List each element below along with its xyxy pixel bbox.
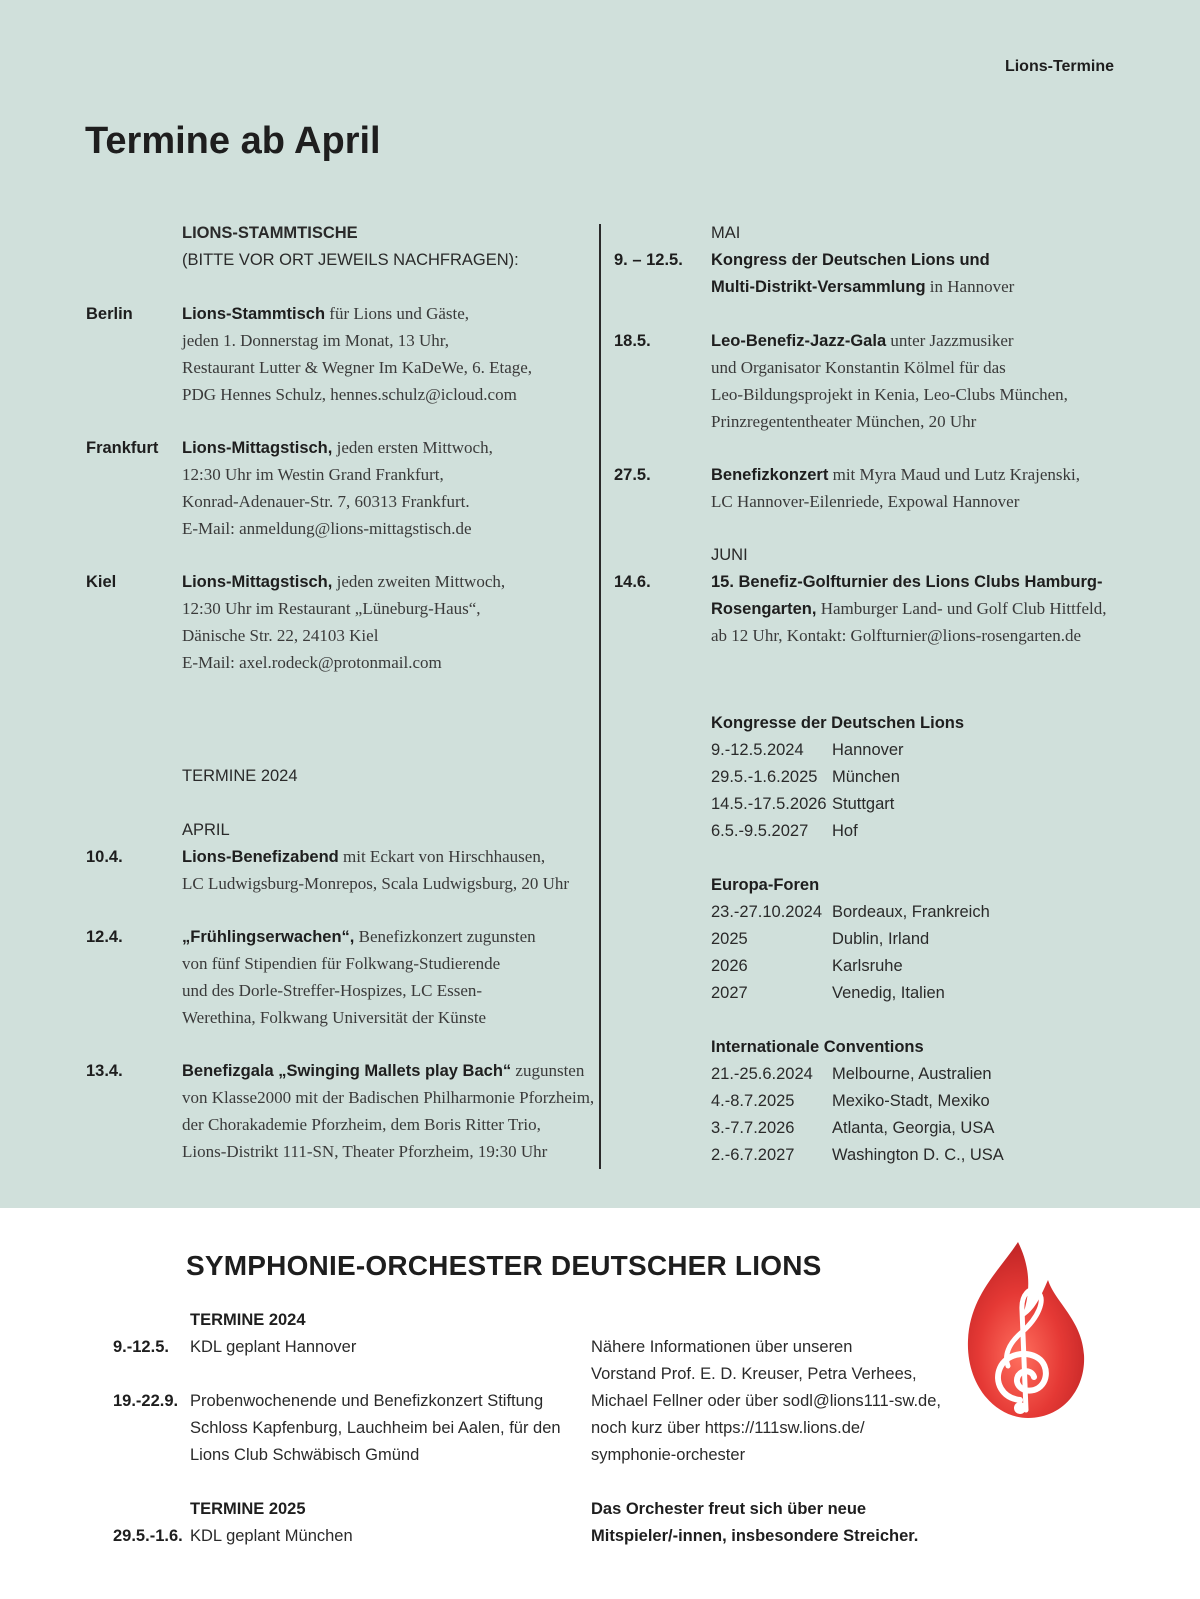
entry-line: und Organisator Konstantin Kölmel für das: [711, 358, 1006, 377]
entry-title: „Frühlingserwachen“,: [182, 928, 355, 946]
info-line: noch kurz über https://111sw.lions.de/: [591, 1419, 865, 1437]
column-divider: [599, 224, 601, 1169]
event-place: Karlsruhe: [832, 957, 903, 975]
entry-line: Prinzregententheater München, 20 Uhr: [711, 412, 977, 431]
entry-line: [711, 464, 1080, 486]
stammtische-heading: LIONS-STAMMTISCHE: [182, 224, 358, 242]
entry-line: jeden 1. Donnerstag im Monat, 13 Uhr,: [182, 331, 450, 350]
entry-line: Schloss Kapfenburg, Lauchheim bei Aalen, für den: [190, 1419, 561, 1437]
info-line: symphonie-orchester: [591, 1446, 746, 1464]
orchestra-title: SYMPHONIE-ORCHESTER DEUTSCHER LIONS: [186, 1250, 822, 1281]
entry-line: und des Dorle-Streffer-Hospizes, LC Essen-: [182, 981, 483, 1000]
treble-clef-flame-icon: [960, 1240, 1090, 1420]
entry-text: zugunsten: [511, 1061, 585, 1080]
entry-title: Multi-Distrikt-Versammlung: [711, 278, 926, 296]
event-place: Washington D. C., USA: [832, 1146, 1004, 1164]
entry-line: Lions-Distrikt 111-SN, Theater Pforzheim, 19:30 Uhr: [182, 1142, 548, 1161]
event-date: 14.5.-17.5.2026: [711, 795, 827, 813]
event-place: Hannover: [832, 741, 904, 759]
event-date: 21.-25.6.2024: [711, 1065, 813, 1083]
entry-line: [182, 846, 545, 868]
entry-line: Probenwochenende und Benefizkonzert Stiftung: [190, 1392, 544, 1410]
orchestra-subheading: TERMINE 2024: [190, 1311, 306, 1329]
event-place: Atlanta, Georgia, USA: [832, 1119, 995, 1137]
city-label: Frankfurt: [86, 439, 159, 457]
event-date: 4.-8.7.2025: [711, 1092, 795, 1110]
europa-heading: Europa-Foren: [711, 876, 820, 894]
entry-line: LC Hannover-Eilenriede, Expowal Hannover: [711, 492, 1020, 511]
event-place: Bordeaux, Frankreich: [832, 903, 990, 921]
entry-line: [182, 926, 536, 948]
entry-line: 12:30 Uhr im Westin Grand Frankfurt,: [182, 465, 444, 484]
entry-line: [182, 437, 493, 459]
event-place: München: [832, 768, 900, 786]
entry-line: ab 12 Uhr, Kontakt: Golfturnier@lions-rosengarten.de: [711, 626, 1081, 645]
entry-title: Benefizgala „Swinging Mallets play Bach“: [182, 1062, 512, 1080]
call-line: Mitspieler/-innen, insbesondere Streicher.: [591, 1527, 919, 1545]
entry-line: der Chorakademie Pforzheim, dem Boris Ritter Trio,: [182, 1115, 541, 1134]
stammtische-note: (BITTE VOR ORT JEWEILS NACHFRAGEN):: [182, 251, 519, 269]
entry-text: unter Jazzmusiker: [886, 331, 1014, 350]
date-label: 10.4.: [86, 848, 123, 866]
conventions-heading: Internationale Conventions: [711, 1038, 924, 1056]
entry-line: Restaurant Lutter & Wegner Im KaDeWe, 6. Etage,: [182, 358, 533, 377]
date-label: 19.-22.9.: [113, 1392, 179, 1410]
date-label: 18.5.: [614, 332, 651, 350]
entry-line: Konrad-Adenauer-Str. 7, 60313 Frankfurt.: [182, 492, 470, 511]
event-place: Melbourne, Australien: [832, 1065, 992, 1083]
kongresse-heading: Kongresse der Deutschen Lions: [711, 714, 965, 732]
entry-line: [182, 571, 505, 593]
entry-title: Kongress der Deutschen Lions und: [711, 251, 990, 269]
event-place: Hof: [832, 822, 858, 840]
entry-title: 15. Benefiz-Golfturnier des Lions Clubs Hamburg-: [711, 573, 1103, 591]
entry-line: Werethina, Folkwang Universität der Künste: [182, 1008, 487, 1027]
entry-text: jeden ersten Mittwoch,: [332, 438, 493, 457]
event-date: 2026: [711, 957, 748, 975]
entry-line: [182, 303, 469, 325]
entry-title: Leo-Benefiz-Jazz-Gala: [711, 332, 887, 350]
entry-line: Lions Club Schwäbisch Gmünd: [190, 1446, 420, 1464]
info-line: Vorstand Prof. E. D. Kreuser, Petra Verhees,: [591, 1365, 917, 1383]
entry-title: Benefizkonzert: [711, 466, 829, 484]
entry-line: KDL geplant Hannover: [190, 1338, 357, 1356]
section-tag: Lions-Termine: [1004, 58, 1114, 75]
entry-line: [711, 276, 1014, 298]
call-line: Das Orchester freut sich über neue: [591, 1500, 867, 1518]
page-title: Termine ab April: [85, 120, 381, 162]
entry-line: 12:30 Uhr im Restaurant „Lüneburg-Haus“,: [182, 599, 481, 618]
date-label: 13.4.: [86, 1062, 123, 1080]
entry-text: Benefizkonzert zugunsten: [354, 927, 536, 946]
entry-line: [182, 1060, 584, 1082]
month-label: MAI: [711, 224, 741, 242]
event-place: Dublin, Irland: [832, 930, 930, 948]
event-date: 2027: [711, 984, 748, 1002]
entry-title: Lions-Benefizabend: [182, 848, 339, 866]
event-date: 6.5.-9.5.2027: [711, 822, 809, 840]
event-date: 23.-27.10.2024: [711, 903, 823, 921]
info-line: Michael Fellner oder über sodl@lions111-sw.de,: [591, 1392, 941, 1410]
entry-title: Lions-Mittagstisch,: [182, 573, 333, 591]
date-label: 27.5.: [614, 466, 651, 484]
entry-line: KDL geplant München: [190, 1527, 353, 1545]
entry-line: Leo-Bildungsprojekt in Kenia, Leo-Clubs München,: [711, 385, 1068, 404]
entry-line: [711, 330, 1014, 352]
date-label: 14.6.: [614, 573, 651, 591]
orchestra-subheading: TERMINE 2025: [190, 1500, 306, 1518]
city-label: Berlin: [86, 305, 133, 323]
event-date: 29.5.-1.6.2025: [711, 768, 818, 786]
entry-title: Lions-Mittagstisch,: [182, 439, 333, 457]
entry-text: mit Eckart von Hirschhausen,: [338, 847, 546, 866]
month-label: APRIL: [182, 821, 230, 839]
event-date: 2025: [711, 930, 748, 948]
event-date: 3.-7.7.2026: [711, 1119, 795, 1137]
entry-text: in Hannover: [925, 277, 1015, 296]
entry-line: von Klasse2000 mit der Badischen Philharmonie Pforzheim,: [182, 1088, 595, 1107]
info-line: Nähere Informationen über unseren: [591, 1338, 853, 1356]
entry-text: Hamburger Land- und Golf Club Hittfeld,: [816, 599, 1107, 618]
entry-line: E-Mail: axel.rodeck@protonmail.com: [182, 653, 442, 672]
entry-line: PDG Hennes Schulz, hennes.schulz@icloud.com: [182, 385, 517, 404]
entry-title: Rosengarten,: [711, 600, 817, 618]
event-date: 9.-12.5.2024: [711, 741, 804, 759]
entry-text: jeden zweiten Mittwoch,: [332, 572, 506, 591]
entry-line: von fünf Stipendien für Folkwang-Studierende: [182, 954, 501, 973]
event-place: Mexiko-Stadt, Mexiko: [832, 1092, 990, 1110]
termine-heading: TERMINE 2024: [182, 767, 298, 785]
month-label: JUNI: [711, 546, 748, 564]
entry-line: Dänische Str. 22, 24103 Kiel: [182, 626, 379, 645]
date-label: 9. – 12.5.: [614, 251, 683, 269]
date-label: 9.-12.5.: [113, 1338, 169, 1356]
date-label: 12.4.: [86, 928, 123, 946]
event-date: 2.-6.7.2027: [711, 1146, 795, 1164]
entry-line: [711, 598, 1106, 620]
entry-text: für Lions und Gäste,: [325, 304, 470, 323]
entry-text: mit Myra Maud und Lutz Krajenski,: [828, 465, 1081, 484]
event-place: Stuttgart: [832, 795, 895, 813]
entry-line: LC Ludwigsburg-Monrepos, Scala Ludwigsburg, 20 Uhr: [182, 874, 570, 893]
city-label: Kiel: [86, 573, 117, 591]
entry-title: Lions-Stammtisch: [182, 305, 326, 323]
event-place: Venedig, Italien: [832, 984, 945, 1002]
date-label: 29.5.-1.6.: [113, 1527, 183, 1545]
entry-line: E-Mail: anmeldung@lions-mittagstisch.de: [182, 519, 472, 538]
